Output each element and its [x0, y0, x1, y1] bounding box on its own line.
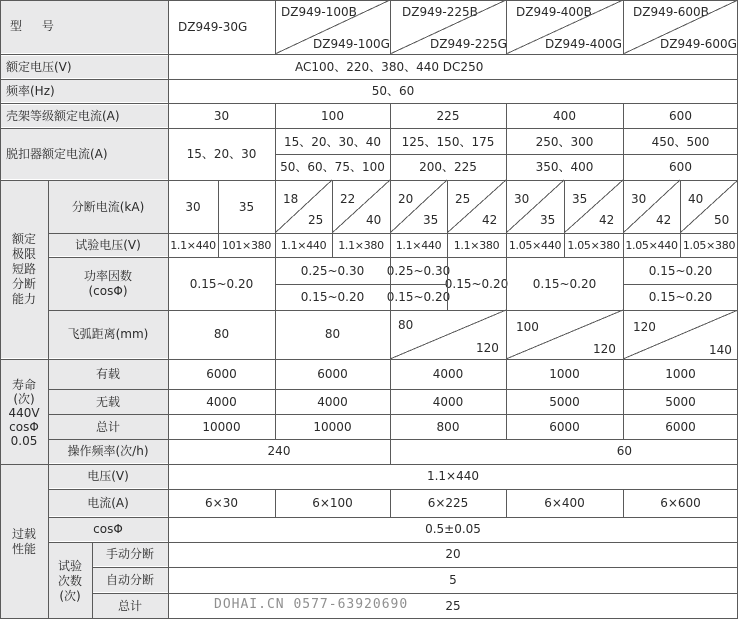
arc-distance-400-b: 120: [593, 342, 616, 356]
frame-current-600: 600: [669, 108, 692, 123]
arc-distance-225-b: 120: [476, 341, 499, 355]
arc-distance-400-a: 100: [516, 320, 539, 334]
test-voltage-9: 1.05×380: [682, 238, 736, 252]
model-600b: DZ949-600B: [633, 5, 709, 19]
trip-current-30: 15、20、30: [186, 146, 257, 161]
arc-distance-600-a: 120: [633, 320, 656, 334]
life-unloaded-3: 5000: [549, 394, 580, 409]
rated-voltage-value: AC100、220、380、440 DC250: [295, 59, 484, 74]
life-total-0: 10000: [202, 419, 241, 434]
trip-current-400-a: 250、300: [535, 134, 594, 149]
frame-current-225: 225: [436, 108, 460, 123]
power-factor-label-cell: [48, 258, 168, 310]
life-total-3: 6000: [549, 419, 580, 434]
test-voltage-0: 1.1×440: [170, 238, 216, 252]
model-225g: DZ949-225G: [430, 37, 507, 51]
power-factor-600-a: 0.15~0.20: [648, 263, 713, 278]
breaking-diag-6-bottom: 42: [656, 213, 672, 227]
model-30g: DZ949-30G: [178, 20, 248, 34]
life-label-1: 寿命: [11, 377, 36, 392]
breaking-diag-0-bottom: 25: [308, 213, 324, 227]
life-total-label: 总计: [48, 415, 168, 439]
trip-current-100-a: 15、20、30、40: [283, 134, 382, 149]
life-loaded-4: 1000: [665, 367, 696, 381]
model-225b: DZ949-225B: [402, 5, 478, 19]
frequency-value: 50、60: [371, 83, 415, 98]
trip-current-225-b: 200、225: [419, 159, 477, 174]
test-voltage-7: 1.05×380: [567, 238, 620, 252]
breaking-diag-0-top: 18: [283, 192, 299, 206]
overload-group-label: 过载性能: [0, 465, 48, 619]
power-factor-600-b: 0.15~0.20: [648, 289, 713, 304]
life-loaded-1: 6000: [317, 367, 348, 381]
breaking-30-b: 35: [238, 199, 255, 214]
overload-cosphi-value: 0.5±0.05: [425, 522, 481, 536]
test-voltage-2: 1.1×440: [280, 238, 327, 252]
overload-voltage-value: 1.1×440: [426, 469, 480, 483]
watermark: DOHAI.CN 0577-63920690: [214, 597, 409, 612]
test-voltage-4: 1.1×440: [395, 238, 442, 252]
life-total-1: 10000: [313, 419, 352, 434]
trip-current-label: 脱扣器额定电流(A): [0, 129, 168, 179]
header-label: 型 号: [10, 19, 62, 33]
breaking-30-a: 30: [185, 199, 201, 214]
short-circuit-group-label: 额定极限短路分断能力: [0, 181, 48, 358]
model-400b: DZ949-400B: [516, 5, 592, 19]
op-freq-a: 240: [267, 444, 291, 458]
trip-current-400-b: 350、400: [535, 159, 594, 174]
breaking-diag-5-top: 35: [572, 192, 588, 206]
model-600g: DZ949-600G: [660, 37, 737, 51]
life-unloaded-label: 无载: [48, 390, 168, 414]
overload-cosphi-label: cosΦ: [48, 518, 168, 541]
test-voltage-1: 101×380: [221, 238, 272, 252]
test-total-label: 总计: [92, 594, 168, 619]
test-voltage-8: 1.05×440: [625, 238, 678, 252]
life-label-4: cosΦ: [9, 419, 39, 434]
breaking-diag-2-bottom: 35: [423, 213, 439, 227]
manual-trip-value: 20: [445, 547, 461, 561]
breaking-diag-1-top: 22: [340, 192, 356, 206]
breaking-diag-4-top: 30: [514, 192, 530, 206]
power-factor-225a-b: 0.15~0.20: [386, 289, 451, 304]
breaking-diag-1-bottom: 40: [366, 213, 382, 227]
power-factor-label: 功率因数: [83, 269, 132, 283]
overload-current-0: 6×30: [205, 495, 238, 510]
life-loaded-2: 4000: [432, 367, 464, 381]
test-voltage-3: 1.1×380: [338, 238, 384, 252]
life-unloaded-4: 5000: [665, 394, 696, 409]
auto-trip-label: 自动分断: [92, 568, 168, 592]
power-factor-100-a: 0.25~0.30: [300, 263, 365, 278]
test-count-label: 试验次数(次): [48, 543, 92, 619]
life-group-label: [0, 360, 48, 465]
power-factor-225b: 0.15~0.20: [444, 276, 509, 291]
rated-voltage-label: 额定电压(V): [0, 56, 168, 78]
trip-current-225-a: 125、150、175: [401, 134, 495, 149]
overload-current-3: 6×400: [544, 495, 585, 510]
auto-trip-value: 5: [449, 572, 457, 587]
life-total-2: 800: [436, 419, 460, 434]
test-voltage-5: 1.1×380: [453, 238, 500, 252]
arc-distance-100: 80: [324, 327, 341, 341]
trip-current-100-b: 50、60、75、100: [280, 159, 385, 174]
breaking-diag-7-bottom: 50: [714, 213, 730, 227]
life-unloaded-1: 4000: [317, 394, 348, 409]
frame-current-400: 400: [553, 108, 576, 123]
power-factor-30: 0.15~0.20: [189, 276, 254, 291]
test-voltage-6: 1.05×440: [508, 238, 562, 252]
power-factor-100-b: 0.15~0.20: [300, 289, 365, 304]
arc-distance-label: 飞弧距离(mm): [48, 311, 168, 358]
trip-current-600-a: 450、500: [651, 134, 710, 149]
breaking-diag-6-top: 30: [631, 192, 647, 206]
power-factor-400: 0.15~0.20: [532, 276, 597, 291]
breaking-diag-2-top: 20: [398, 192, 414, 206]
test-voltage-label: 试验电压(V): [48, 234, 168, 256]
arc-distance-30: 80: [213, 327, 230, 341]
overload-voltage-label: 电压(V): [48, 465, 168, 488]
test-total-value: 25: [445, 599, 461, 613]
breaking-diag-3-top: 25: [455, 192, 471, 206]
overload-current-1: 6×100: [312, 495, 353, 510]
trip-current-600-b: 600: [669, 159, 692, 174]
life-loaded-0: 6000: [206, 367, 237, 381]
model-400g: DZ949-400G: [545, 37, 622, 51]
frame-current-30: 30: [213, 108, 230, 123]
breaking-diag-7-top: 40: [688, 192, 704, 206]
overload-current-4: 6×600: [660, 495, 701, 510]
op-freq-b: 60: [616, 444, 632, 458]
breaking-current-label: 分断电流(kA): [48, 181, 168, 233]
life-label-2: (次): [13, 391, 35, 406]
manual-trip-label: 手动分断: [92, 543, 168, 566]
arc-distance-600-b: 140: [709, 343, 732, 357]
life-label-3: 440V: [8, 405, 40, 420]
overload-current-label: 电流(A): [48, 490, 168, 516]
overload-current-2: 6×225: [427, 495, 469, 510]
power-factor-225a-a: 0.25~0.30: [386, 263, 451, 278]
breaking-diag-3-bottom: 42: [482, 213, 498, 227]
life-unloaded-2: 4000: [432, 394, 464, 409]
frequency-label: 频率(Hz): [0, 80, 168, 102]
life-label-5: 0.05: [10, 433, 38, 448]
breaking-diag-4-bottom: 35: [540, 213, 556, 227]
power-factor-label-2: (cosΦ): [88, 284, 128, 298]
model-100b: DZ949-100B: [281, 5, 357, 19]
op-freq-label: 操作频率(次/h): [48, 440, 168, 463]
life-total-4: 6000: [665, 419, 696, 434]
model-100g: DZ949-100G: [313, 37, 390, 51]
life-loaded-label: 有载: [48, 360, 168, 389]
life-unloaded-0: 4000: [206, 394, 237, 409]
arc-distance-225-a: 80: [398, 318, 414, 332]
frame-current-100: 100: [321, 108, 344, 123]
frame-current-label: 壳架等级额定电流(A): [0, 105, 168, 127]
breaking-diag-5-bottom: 42: [599, 213, 615, 227]
life-loaded-3: 1000: [549, 367, 580, 381]
